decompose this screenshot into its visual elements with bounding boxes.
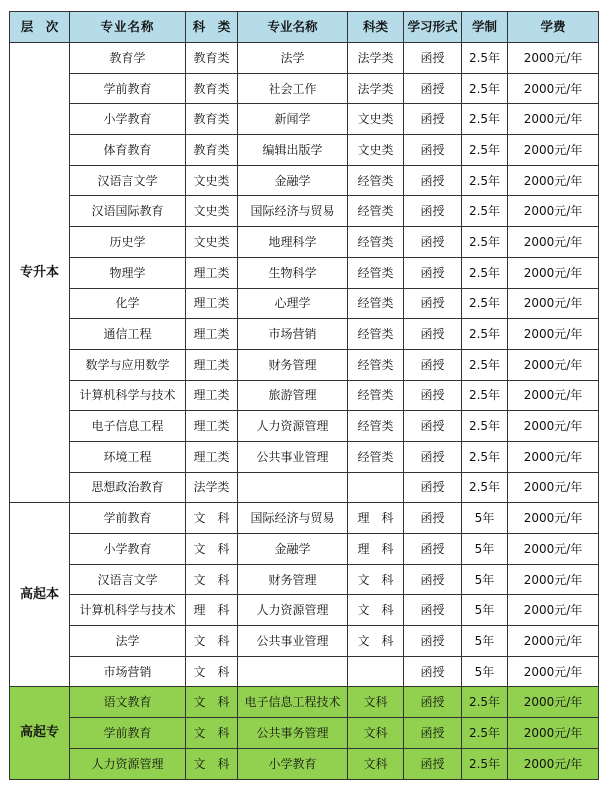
cell-fee: 2000元/年: [508, 135, 599, 166]
cell-study-mode: 函授: [404, 104, 462, 135]
cell-fee: 2000元/年: [508, 319, 599, 350]
cell-duration: 2.5年: [462, 73, 508, 104]
cell-category-2: 经管类: [348, 319, 404, 350]
cell-category-1: 理工类: [186, 411, 238, 442]
cell-study-mode: 函授: [404, 748, 462, 779]
cell-major-1: 语文教育: [70, 687, 186, 718]
level-cell: 专升本: [10, 43, 70, 503]
cell-duration: 5年: [462, 626, 508, 657]
cell-duration: 5年: [462, 503, 508, 534]
cell-major-2: 心理学: [238, 288, 348, 319]
cell-category-2: [348, 472, 404, 503]
cell-study-mode: 函授: [404, 227, 462, 258]
cell-duration: 2.5年: [462, 380, 508, 411]
cell-category-1: 文 科: [186, 656, 238, 687]
cell-category-1: 文 科: [186, 534, 238, 565]
cell-study-mode: 函授: [404, 196, 462, 227]
cell-major-2: 新闻学: [238, 104, 348, 135]
cell-major-2: 法学: [238, 43, 348, 74]
cell-fee: 2000元/年: [508, 748, 599, 779]
cell-category-1: 文史类: [186, 165, 238, 196]
cell-category-1: 文 科: [186, 564, 238, 595]
header-study-mode: 学习形式: [404, 12, 462, 43]
table-header: [10, 12, 599, 43]
cell-duration: 2.5年: [462, 135, 508, 166]
cell-category-2: 法学类: [348, 73, 404, 104]
cell-major-2: 地理科学: [238, 227, 348, 258]
cell-major-2: 财务管理: [238, 349, 348, 380]
cell-fee: 2000元/年: [508, 626, 599, 657]
cell-category-1: 文 科: [186, 748, 238, 779]
cell-study-mode: 函授: [404, 73, 462, 104]
cell-major-1: 小学教育: [70, 104, 186, 135]
cell-major-2: 财务管理: [238, 564, 348, 595]
cell-study-mode: 函授: [404, 503, 462, 534]
cell-major-2: [238, 656, 348, 687]
cell-category-1: 文 科: [186, 718, 238, 749]
table-row: [10, 349, 599, 380]
cell-category-2: 经管类: [348, 349, 404, 380]
cell-category-2: [348, 656, 404, 687]
cell-study-mode: 函授: [404, 534, 462, 565]
cell-fee: 2000元/年: [508, 165, 599, 196]
cell-major-2: 编辑出版学: [238, 135, 348, 166]
header-fee: 学费: [508, 12, 599, 43]
cell-duration: 2.5年: [462, 227, 508, 258]
cell-duration: 2.5年: [462, 687, 508, 718]
cell-major-1: 法学: [70, 626, 186, 657]
table-row: [10, 165, 599, 196]
cell-study-mode: 函授: [404, 411, 462, 442]
cell-duration: 2.5年: [462, 165, 508, 196]
cell-study-mode: 函授: [404, 626, 462, 657]
table-row: [10, 441, 599, 472]
table-row: [10, 43, 599, 74]
header-category-1: 科 类: [186, 12, 238, 43]
table-row: [10, 257, 599, 288]
cell-category-1: 理工类: [186, 349, 238, 380]
cell-study-mode: 函授: [404, 43, 462, 74]
table-row: [10, 687, 599, 718]
cell-study-mode: 函授: [404, 472, 462, 503]
cell-study-mode: 函授: [404, 656, 462, 687]
header-level: 层 次: [10, 12, 70, 43]
program-fee-table: [9, 11, 599, 780]
table-row: [10, 380, 599, 411]
cell-duration: 2.5年: [462, 104, 508, 135]
cell-fee: 2000元/年: [508, 73, 599, 104]
table-row: [10, 718, 599, 749]
cell-duration: 2.5年: [462, 288, 508, 319]
cell-category-2: 文史类: [348, 135, 404, 166]
cell-fee: 2000元/年: [508, 534, 599, 565]
cell-major-1: 学前教育: [70, 718, 186, 749]
cell-category-1: 理 科: [186, 595, 238, 626]
cell-category-1: 理工类: [186, 441, 238, 472]
cell-fee: 2000元/年: [508, 595, 599, 626]
cell-study-mode: 函授: [404, 595, 462, 626]
cell-category-2: 经管类: [348, 257, 404, 288]
cell-major-1: 学前教育: [70, 503, 186, 534]
cell-duration: 5年: [462, 534, 508, 565]
header-major-1: 专业名称: [70, 12, 186, 43]
cell-study-mode: 函授: [404, 687, 462, 718]
table-row: [10, 288, 599, 319]
cell-fee: 2000元/年: [508, 380, 599, 411]
cell-study-mode: 函授: [404, 288, 462, 319]
table-row: [10, 411, 599, 442]
cell-study-mode: 函授: [404, 564, 462, 595]
cell-major-2: 市场营销: [238, 319, 348, 350]
cell-category-1: 教育类: [186, 104, 238, 135]
cell-duration: 2.5年: [462, 43, 508, 74]
cell-duration: 2.5年: [462, 472, 508, 503]
cell-category-2: 经管类: [348, 380, 404, 411]
cell-major-1: 人力资源管理: [70, 748, 186, 779]
cell-category-2: 文史类: [348, 104, 404, 135]
table-row: [10, 104, 599, 135]
cell-major-1: 小学教育: [70, 534, 186, 565]
cell-category-1: 理工类: [186, 380, 238, 411]
header-major-2: 专业名称: [238, 12, 348, 43]
cell-category-2: 法学类: [348, 43, 404, 74]
cell-fee: 2000元/年: [508, 257, 599, 288]
cell-major-2: 金融学: [238, 534, 348, 565]
table-row: [10, 227, 599, 258]
cell-major-1: 汉语言文学: [70, 564, 186, 595]
table-row: [10, 472, 599, 503]
cell-fee: 2000元/年: [508, 718, 599, 749]
cell-category-1: 教育类: [186, 73, 238, 104]
cell-major-1: 计算机科学与技术: [70, 380, 186, 411]
cell-category-1: 文史类: [186, 196, 238, 227]
cell-category-2: 文 科: [348, 564, 404, 595]
cell-major-1: 电子信息工程: [70, 411, 186, 442]
cell-category-2: 文科: [348, 687, 404, 718]
table-row: [10, 319, 599, 350]
cell-major-1: 数学与应用数学: [70, 349, 186, 380]
table-row: [10, 534, 599, 565]
cell-major-2: 社会工作: [238, 73, 348, 104]
cell-category-2: 文科: [348, 748, 404, 779]
cell-major-2: 公共事业管理: [238, 626, 348, 657]
cell-category-2: 理 科: [348, 503, 404, 534]
table-row: [10, 73, 599, 104]
cell-major-2: 国际经济与贸易: [238, 196, 348, 227]
cell-category-2: 经管类: [348, 441, 404, 472]
cell-category-1: 法学类: [186, 472, 238, 503]
cell-major-2: 生物科学: [238, 257, 348, 288]
cell-fee: 2000元/年: [508, 196, 599, 227]
table-row: [10, 564, 599, 595]
cell-category-1: 文史类: [186, 227, 238, 258]
cell-duration: 5年: [462, 564, 508, 595]
cell-fee: 2000元/年: [508, 43, 599, 74]
cell-study-mode: 函授: [404, 349, 462, 380]
cell-major-1: 学前教育: [70, 73, 186, 104]
table-row: [10, 135, 599, 166]
cell-category-2: 理 科: [348, 534, 404, 565]
cell-study-mode: 函授: [404, 718, 462, 749]
cell-major-2: 公共事业管理: [238, 441, 348, 472]
cell-category-1: 理工类: [186, 288, 238, 319]
cell-major-1: 汉语言文学: [70, 165, 186, 196]
cell-study-mode: 函授: [404, 441, 462, 472]
cell-category-1: 文 科: [186, 687, 238, 718]
cell-major-1: 汉语国际教育: [70, 196, 186, 227]
cell-major-1: 通信工程: [70, 319, 186, 350]
table-body: [10, 43, 599, 780]
cell-fee: 2000元/年: [508, 564, 599, 595]
cell-duration: 2.5年: [462, 196, 508, 227]
cell-fee: 2000元/年: [508, 472, 599, 503]
table-row: [10, 748, 599, 779]
cell-fee: 2000元/年: [508, 411, 599, 442]
table-row: [10, 196, 599, 227]
cell-fee: 2000元/年: [508, 349, 599, 380]
cell-study-mode: 函授: [404, 135, 462, 166]
cell-fee: 2000元/年: [508, 656, 599, 687]
cell-category-1: 文 科: [186, 626, 238, 657]
cell-duration: 2.5年: [462, 748, 508, 779]
table-row: [10, 503, 599, 534]
cell-major-2: 旅游管理: [238, 380, 348, 411]
cell-major-1: 体育教育: [70, 135, 186, 166]
cell-major-1: 历史学: [70, 227, 186, 258]
cell-major-2: 公共事务管理: [238, 718, 348, 749]
cell-major-1: 计算机科学与技术: [70, 595, 186, 626]
cell-major-1: 环境工程: [70, 441, 186, 472]
cell-category-2: 经管类: [348, 165, 404, 196]
header-row: [10, 12, 599, 43]
table-row: [10, 626, 599, 657]
cell-duration: 2.5年: [462, 411, 508, 442]
cell-duration: 5年: [462, 656, 508, 687]
cell-category-2: 经管类: [348, 411, 404, 442]
header-category-2: 科类: [348, 12, 404, 43]
cell-duration: 2.5年: [462, 718, 508, 749]
cell-category-2: 经管类: [348, 227, 404, 258]
cell-study-mode: 函授: [404, 165, 462, 196]
cell-category-2: 文 科: [348, 595, 404, 626]
cell-fee: 2000元/年: [508, 687, 599, 718]
cell-major-2: 金融学: [238, 165, 348, 196]
cell-fee: 2000元/年: [508, 441, 599, 472]
cell-major-2: 人力资源管理: [238, 411, 348, 442]
cell-major-2: [238, 472, 348, 503]
cell-major-1: 教育学: [70, 43, 186, 74]
cell-major-1: 市场营销: [70, 656, 186, 687]
table-row: [10, 656, 599, 687]
cell-duration: 2.5年: [462, 349, 508, 380]
cell-duration: 5年: [462, 595, 508, 626]
cell-major-1: 化学: [70, 288, 186, 319]
cell-study-mode: 函授: [404, 257, 462, 288]
cell-major-2: 国际经济与贸易: [238, 503, 348, 534]
cell-major-1: 物理学: [70, 257, 186, 288]
cell-category-1: 文 科: [186, 503, 238, 534]
cell-study-mode: 函授: [404, 380, 462, 411]
cell-category-2: 经管类: [348, 196, 404, 227]
program-table-container: [9, 11, 599, 780]
cell-duration: 2.5年: [462, 441, 508, 472]
cell-duration: 2.5年: [462, 257, 508, 288]
cell-category-1: 教育类: [186, 135, 238, 166]
cell-major-1: 思想政治教育: [70, 472, 186, 503]
cell-category-2: 文科: [348, 718, 404, 749]
cell-major-2: 人力资源管理: [238, 595, 348, 626]
cell-category-1: 理工类: [186, 319, 238, 350]
header-duration: 学制: [462, 12, 508, 43]
cell-fee: 2000元/年: [508, 104, 599, 135]
cell-fee: 2000元/年: [508, 503, 599, 534]
cell-study-mode: 函授: [404, 319, 462, 350]
cell-category-2: 文 科: [348, 626, 404, 657]
cell-major-2: 小学教育: [238, 748, 348, 779]
cell-duration: 2.5年: [462, 319, 508, 350]
cell-category-1: 理工类: [186, 257, 238, 288]
cell-fee: 2000元/年: [508, 288, 599, 319]
table-row: [10, 595, 599, 626]
cell-category-2: 经管类: [348, 288, 404, 319]
cell-major-2: 电子信息工程技术: [238, 687, 348, 718]
level-cell: 高起专: [10, 687, 70, 779]
cell-category-1: 教育类: [186, 43, 238, 74]
cell-fee: 2000元/年: [508, 227, 599, 258]
level-cell: 高起本: [10, 503, 70, 687]
